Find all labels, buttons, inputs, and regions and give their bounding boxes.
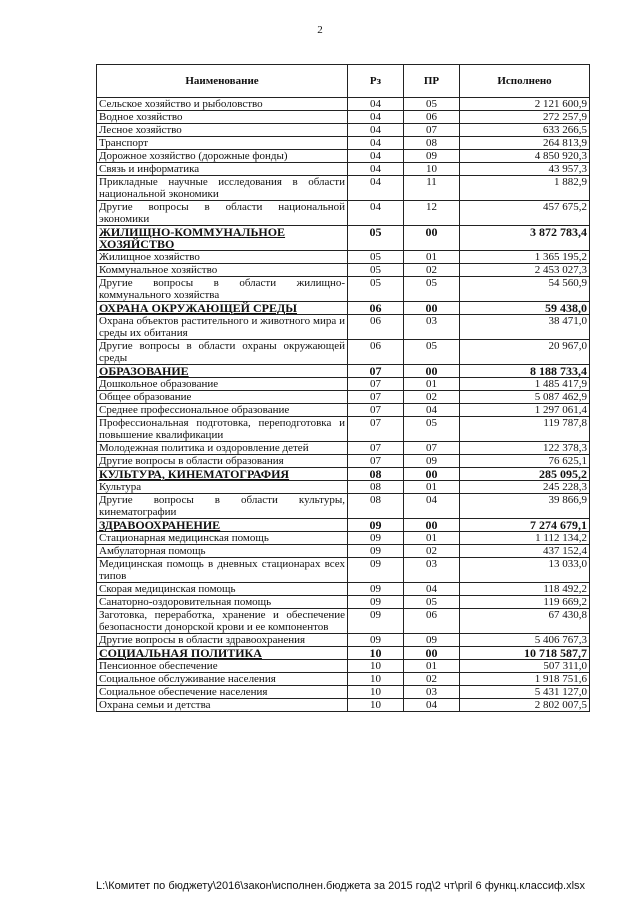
row-name: Профессиональная подготовка, переподготовка и повышение квалификации	[97, 417, 348, 442]
row-rz: 04	[348, 176, 404, 201]
row-name: КУЛЬТУРА, КИНЕМАТОГРАФИЯ	[97, 468, 348, 481]
row-rz: 07	[348, 391, 404, 404]
table-row	[97, 699, 590, 712]
row-name: Жилищное хозяйство	[97, 251, 348, 264]
row-name: Другие вопросы в области национальной экономики	[97, 201, 348, 226]
table-row	[97, 176, 590, 201]
row-pr: 04	[404, 583, 460, 596]
row-pr: 00	[404, 302, 460, 315]
row-name: ОХРАНА ОКРУЖАЮЩЕЙ СРЕДЫ	[97, 302, 348, 315]
row-rz: 04	[348, 163, 404, 176]
row-pr: 09	[404, 455, 460, 468]
table-row	[97, 264, 590, 277]
row-name: Амбулаторная помощь	[97, 545, 348, 558]
table-row	[97, 391, 590, 404]
row-name: Связь и информатика	[97, 163, 348, 176]
row-rz: 09	[348, 609, 404, 634]
row-executed: 1 297 061,4	[460, 404, 590, 417]
row-pr: 09	[404, 634, 460, 647]
section-row	[97, 365, 590, 378]
row-executed: 20 967,0	[460, 340, 590, 365]
row-executed: 437 152,4	[460, 545, 590, 558]
row-name: Социальное обеспечение населения	[97, 686, 348, 699]
table-row	[97, 634, 590, 647]
row-rz: 07	[348, 365, 404, 378]
row-pr: 06	[404, 111, 460, 124]
row-rz: 07	[348, 442, 404, 455]
row-executed: 13 033,0	[460, 558, 590, 583]
row-name: Другие вопросы в области охраны окружающей среды	[97, 340, 348, 365]
row-name: Охрана объектов растительного и животного мира и среды их обитания	[97, 315, 348, 340]
row-pr: 03	[404, 558, 460, 583]
row-pr: 05	[404, 98, 460, 111]
row-rz: 07	[348, 455, 404, 468]
row-rz: 08	[348, 468, 404, 481]
table-row	[97, 111, 590, 124]
row-rz: 05	[348, 226, 404, 251]
row-executed: 54 560,9	[460, 277, 590, 302]
row-pr: 09	[404, 150, 460, 163]
row-name: Социальное обслуживание населения	[97, 673, 348, 686]
row-rz: 08	[348, 494, 404, 519]
row-name: Дорожное хозяйство (дорожные фонды)	[97, 150, 348, 163]
row-name: ЖИЛИЩНО-КОММУНАЛЬНОЕ ХОЗЯЙСТВО	[97, 226, 348, 251]
row-rz: 05	[348, 251, 404, 264]
row-rz: 09	[348, 634, 404, 647]
row-pr: 00	[404, 226, 460, 251]
row-rz: 05	[348, 264, 404, 277]
section-row	[97, 302, 590, 315]
row-name: Лесное хозяйство	[97, 124, 348, 137]
row-name: Пенсионное обеспечение	[97, 660, 348, 673]
file-path-footer: L:\Комитет по бюджету\2016\закон\исполнен.бюджета за 2015 год\2 чт\pril 6 функц.классиф.xlsx	[96, 880, 586, 892]
row-executed: 4 850 920,3	[460, 150, 590, 163]
header-executed: Исполнено	[460, 65, 590, 98]
row-pr: 02	[404, 264, 460, 277]
row-pr: 01	[404, 378, 460, 391]
row-executed: 2 453 027,3	[460, 264, 590, 277]
table-row	[97, 417, 590, 442]
table-header-row	[97, 65, 590, 98]
row-name: Культура	[97, 481, 348, 494]
row-rz: 09	[348, 519, 404, 532]
row-rz: 10	[348, 699, 404, 712]
row-name: Дошкольное образование	[97, 378, 348, 391]
table-row	[97, 315, 590, 340]
row-executed: 38 471,0	[460, 315, 590, 340]
row-rz: 09	[348, 596, 404, 609]
row-pr: 06	[404, 609, 460, 634]
row-executed: 67 430,8	[460, 609, 590, 634]
row-executed: 7 274 679,1	[460, 519, 590, 532]
row-pr: 08	[404, 137, 460, 150]
row-executed: 1 882,9	[460, 176, 590, 201]
table-row	[97, 686, 590, 699]
row-pr: 00	[404, 519, 460, 532]
row-rz: 04	[348, 137, 404, 150]
row-executed: 8 188 733,4	[460, 365, 590, 378]
row-pr: 05	[404, 596, 460, 609]
row-pr: 11	[404, 176, 460, 201]
table-row	[97, 378, 590, 391]
table-row	[97, 98, 590, 111]
row-pr: 10	[404, 163, 460, 176]
row-executed: 2 121 600,9	[460, 98, 590, 111]
row-name: Другие вопросы в области здравоохранения	[97, 634, 348, 647]
row-rz: 09	[348, 558, 404, 583]
row-executed: 5 087 462,9	[460, 391, 590, 404]
row-rz: 10	[348, 660, 404, 673]
row-executed: 76 625,1	[460, 455, 590, 468]
row-executed: 245 228,3	[460, 481, 590, 494]
row-pr: 04	[404, 404, 460, 417]
budget-table	[96, 64, 590, 712]
row-pr: 02	[404, 545, 460, 558]
row-pr: 07	[404, 442, 460, 455]
row-executed: 119 787,8	[460, 417, 590, 442]
table-row	[97, 545, 590, 558]
row-pr: 12	[404, 201, 460, 226]
row-pr: 00	[404, 647, 460, 660]
table-row	[97, 596, 590, 609]
row-name: Молодежная политика и оздоровление детей	[97, 442, 348, 455]
row-executed: 118 492,2	[460, 583, 590, 596]
row-executed: 264 813,9	[460, 137, 590, 150]
section-row	[97, 519, 590, 532]
row-executed: 10 718 587,7	[460, 647, 590, 660]
row-rz: 04	[348, 111, 404, 124]
row-pr: 02	[404, 391, 460, 404]
row-executed: 285 095,2	[460, 468, 590, 481]
row-rz: 06	[348, 315, 404, 340]
table-body	[97, 98, 590, 712]
header-pr: ПР	[404, 65, 460, 98]
row-executed: 59 438,0	[460, 302, 590, 315]
row-rz: 06	[348, 340, 404, 365]
page-number: 2	[317, 24, 323, 36]
row-name: Скорая медицинская помощь	[97, 583, 348, 596]
row-rz: 08	[348, 481, 404, 494]
row-name: Стационарная медицинская помощь	[97, 532, 348, 545]
row-pr: 05	[404, 340, 460, 365]
row-pr: 00	[404, 468, 460, 481]
row-rz: 10	[348, 686, 404, 699]
row-executed: 5 431 127,0	[460, 686, 590, 699]
table-row	[97, 481, 590, 494]
table-row	[97, 150, 590, 163]
section-row	[97, 647, 590, 660]
row-rz: 04	[348, 150, 404, 163]
table-row	[97, 404, 590, 417]
row-rz: 09	[348, 532, 404, 545]
table-row	[97, 442, 590, 455]
row-pr: 05	[404, 277, 460, 302]
table-row	[97, 609, 590, 634]
row-pr: 00	[404, 365, 460, 378]
row-name: Охрана семьи и детства	[97, 699, 348, 712]
row-name: Другие вопросы в области образования	[97, 455, 348, 468]
table-row	[97, 251, 590, 264]
row-name: Коммунальное хозяйство	[97, 264, 348, 277]
table-row	[97, 583, 590, 596]
table-row	[97, 137, 590, 150]
row-executed: 2 802 007,5	[460, 699, 590, 712]
row-name: Другие вопросы в области жилищно-коммунального хозяйства	[97, 277, 348, 302]
row-name: СОЦИАЛЬНАЯ ПОЛИТИКА	[97, 647, 348, 660]
row-name: ОБРАЗОВАНИЕ	[97, 365, 348, 378]
row-rz: 07	[348, 404, 404, 417]
row-executed: 272 257,9	[460, 111, 590, 124]
row-name: Среднее профессиональное образование	[97, 404, 348, 417]
table-row	[97, 163, 590, 176]
row-pr: 01	[404, 251, 460, 264]
row-name: ЗДРАВООХРАНЕНИЕ	[97, 519, 348, 532]
row-name: Общее образование	[97, 391, 348, 404]
row-name: Сельское хозяйство и рыболовство	[97, 98, 348, 111]
row-executed: 1 918 751,6	[460, 673, 590, 686]
row-rz: 04	[348, 201, 404, 226]
row-rz: 05	[348, 277, 404, 302]
row-pr: 05	[404, 417, 460, 442]
row-executed: 39 866,9	[460, 494, 590, 519]
row-pr: 07	[404, 124, 460, 137]
row-executed: 1 112 134,2	[460, 532, 590, 545]
table-row	[97, 558, 590, 583]
row-rz: 10	[348, 647, 404, 660]
row-pr: 02	[404, 673, 460, 686]
table-row	[97, 494, 590, 519]
row-executed: 43 957,3	[460, 163, 590, 176]
row-name: Другие вопросы в области культуры, кинематографии	[97, 494, 348, 519]
table-row	[97, 124, 590, 137]
row-pr: 01	[404, 532, 460, 545]
row-pr: 03	[404, 686, 460, 699]
row-executed: 119 669,2	[460, 596, 590, 609]
header-name: Наименование	[97, 65, 348, 98]
header-rz: Рз	[348, 65, 404, 98]
row-rz: 04	[348, 124, 404, 137]
row-rz: 04	[348, 98, 404, 111]
row-name: Санаторно-оздоровительная помощь	[97, 596, 348, 609]
row-pr: 03	[404, 315, 460, 340]
section-row	[97, 468, 590, 481]
row-pr: 01	[404, 660, 460, 673]
row-rz: 07	[348, 378, 404, 391]
row-executed: 507 311,0	[460, 660, 590, 673]
table-row	[97, 201, 590, 226]
table-row	[97, 277, 590, 302]
row-executed: 3 872 783,4	[460, 226, 590, 251]
row-name: Медицинская помощь в дневных стационарах всех типов	[97, 558, 348, 583]
row-rz: 07	[348, 417, 404, 442]
table-row	[97, 660, 590, 673]
table-row	[97, 455, 590, 468]
section-row	[97, 226, 590, 251]
row-rz: 10	[348, 673, 404, 686]
row-rz: 06	[348, 302, 404, 315]
row-executed: 1 365 195,2	[460, 251, 590, 264]
row-executed: 457 675,2	[460, 201, 590, 226]
row-name: Прикладные научные исследования в области национальной экономики	[97, 176, 348, 201]
row-pr: 01	[404, 481, 460, 494]
row-name: Заготовка, переработка, хранение и обеспечение безопасности донорской крови и ее компонентов	[97, 609, 348, 634]
row-rz: 09	[348, 583, 404, 596]
row-rz: 09	[348, 545, 404, 558]
table-row	[97, 340, 590, 365]
row-executed: 1 485 417,9	[460, 378, 590, 391]
row-executed: 633 266,5	[460, 124, 590, 137]
row-pr: 04	[404, 699, 460, 712]
row-name: Водное хозяйство	[97, 111, 348, 124]
row-pr: 04	[404, 494, 460, 519]
table-row	[97, 532, 590, 545]
table-row	[97, 673, 590, 686]
row-name: Транспорт	[97, 137, 348, 150]
row-executed: 5 406 767,3	[460, 634, 590, 647]
row-executed: 122 378,3	[460, 442, 590, 455]
